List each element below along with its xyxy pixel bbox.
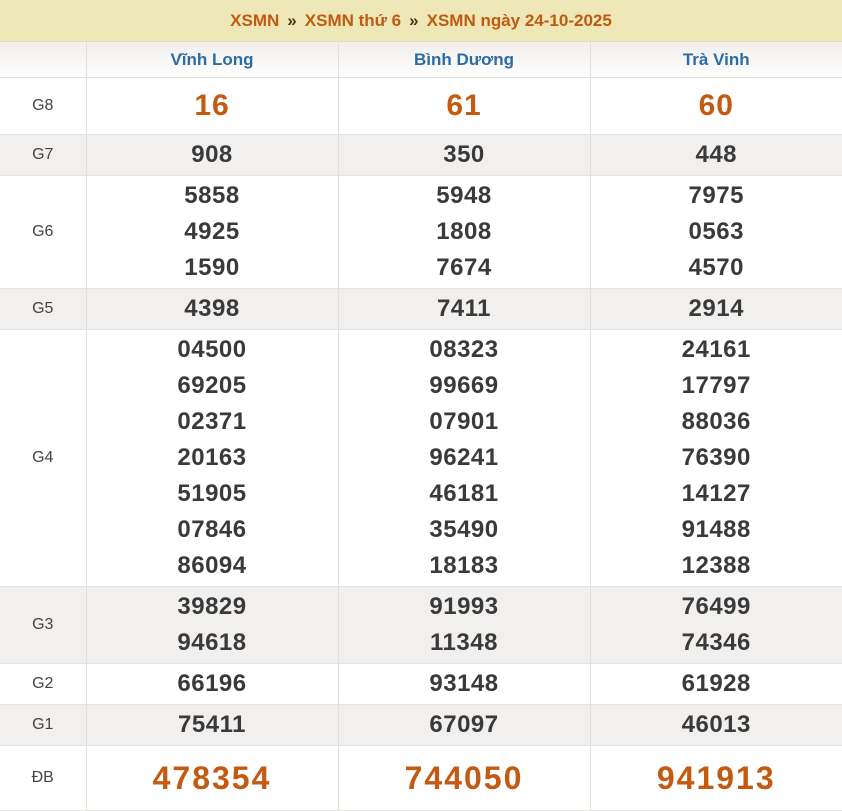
result-number: 0563 bbox=[591, 214, 842, 250]
result-number: 75411 bbox=[87, 707, 338, 743]
result-cell bbox=[590, 330, 842, 587]
result-number: 74346 bbox=[591, 625, 842, 661]
result-cell bbox=[86, 289, 338, 330]
result-cell bbox=[86, 746, 338, 811]
prize-label: G5 bbox=[0, 289, 86, 330]
result-cell bbox=[590, 587, 842, 664]
result-cell bbox=[590, 746, 842, 811]
prize-label: ĐB bbox=[0, 746, 86, 811]
result-cell bbox=[86, 664, 338, 705]
result-number: 76390 bbox=[591, 440, 842, 476]
result-number: 07846 bbox=[87, 512, 338, 548]
prize-label: G2 bbox=[0, 664, 86, 705]
result-number: 02371 bbox=[87, 404, 338, 440]
result-number: 18183 bbox=[339, 548, 590, 584]
prize-label: G4 bbox=[0, 330, 86, 587]
result-number: 16 bbox=[87, 80, 338, 132]
result-number: 51905 bbox=[87, 476, 338, 512]
result-number: 67097 bbox=[339, 707, 590, 743]
result-number: 86094 bbox=[87, 548, 338, 584]
result-cell bbox=[86, 176, 338, 289]
result-number: 07901 bbox=[339, 404, 590, 440]
result-cell bbox=[338, 664, 590, 705]
column-header-binh-duong: Bình Dương bbox=[338, 42, 590, 78]
lottery-results-table bbox=[0, 42, 842, 811]
table-row-g7 bbox=[0, 135, 842, 176]
result-number: 1590 bbox=[87, 250, 338, 286]
table-row-g3 bbox=[0, 587, 842, 664]
result-cell bbox=[590, 705, 842, 746]
result-number: 941913 bbox=[591, 748, 842, 808]
result-number: 94618 bbox=[87, 625, 338, 661]
result-cell bbox=[338, 78, 590, 135]
result-cell bbox=[338, 587, 590, 664]
result-number: 61928 bbox=[591, 666, 842, 702]
result-number: 4925 bbox=[87, 214, 338, 250]
result-number: 350 bbox=[339, 137, 590, 173]
result-cell bbox=[86, 78, 338, 135]
table-header-row bbox=[0, 42, 842, 78]
result-number: 39829 bbox=[87, 589, 338, 625]
corner-cell bbox=[0, 42, 86, 78]
result-number: 46013 bbox=[591, 707, 842, 743]
result-number: 11348 bbox=[339, 625, 590, 661]
result-cell bbox=[338, 135, 590, 176]
table-row-g2 bbox=[0, 664, 842, 705]
table-row-g6 bbox=[0, 176, 842, 289]
result-number: 46181 bbox=[339, 476, 590, 512]
result-number: 76499 bbox=[591, 589, 842, 625]
result-cell bbox=[338, 746, 590, 811]
result-number: 24161 bbox=[591, 332, 842, 368]
breadcrumb-separator: » bbox=[409, 11, 418, 31]
prize-label: G7 bbox=[0, 135, 86, 176]
result-number: 7975 bbox=[591, 178, 842, 214]
breadcrumb bbox=[0, 0, 842, 42]
result-number: 478354 bbox=[87, 748, 338, 808]
result-number: 88036 bbox=[591, 404, 842, 440]
result-number: 35490 bbox=[339, 512, 590, 548]
result-number: 4398 bbox=[87, 291, 338, 327]
result-number: 66196 bbox=[87, 666, 338, 702]
breadcrumb-current-date[interactable]: XSMN ngày 24-10-2025 bbox=[427, 11, 612, 31]
result-cell bbox=[338, 705, 590, 746]
table-row-g1 bbox=[0, 705, 842, 746]
result-number: 448 bbox=[591, 137, 842, 173]
result-cell bbox=[338, 330, 590, 587]
table-row-g8 bbox=[0, 78, 842, 135]
result-number: 20163 bbox=[87, 440, 338, 476]
result-number: 5948 bbox=[339, 178, 590, 214]
result-number: 744050 bbox=[339, 748, 590, 808]
result-cell bbox=[338, 289, 590, 330]
result-number: 91993 bbox=[339, 589, 590, 625]
breadcrumb-separator: » bbox=[287, 11, 296, 31]
result-cell bbox=[590, 78, 842, 135]
result-number: 14127 bbox=[591, 476, 842, 512]
result-number: 99669 bbox=[339, 368, 590, 404]
result-number: 17797 bbox=[591, 368, 842, 404]
column-header-tra-vinh: Trà Vinh bbox=[590, 42, 842, 78]
result-cell bbox=[338, 176, 590, 289]
result-number: 08323 bbox=[339, 332, 590, 368]
result-number: 04500 bbox=[87, 332, 338, 368]
prize-label: G3 bbox=[0, 587, 86, 664]
breadcrumb-link-xsmn-thu6[interactable]: XSMN thứ 6 bbox=[305, 11, 401, 31]
result-number: 2914 bbox=[591, 291, 842, 327]
result-cell bbox=[86, 587, 338, 664]
result-number: 7411 bbox=[339, 291, 590, 327]
result-cell bbox=[86, 330, 338, 587]
result-cell bbox=[590, 176, 842, 289]
result-number: 1808 bbox=[339, 214, 590, 250]
result-number: 69205 bbox=[87, 368, 338, 404]
result-number: 12388 bbox=[591, 548, 842, 584]
result-cell bbox=[590, 289, 842, 330]
result-number: 61 bbox=[339, 80, 590, 132]
breadcrumb-link-xsmn[interactable]: XSMN bbox=[230, 11, 279, 31]
result-number: 91488 bbox=[591, 512, 842, 548]
result-number: 60 bbox=[591, 80, 842, 132]
result-number: 96241 bbox=[339, 440, 590, 476]
table-row-g4 bbox=[0, 330, 842, 587]
prize-label: G1 bbox=[0, 705, 86, 746]
table-row-db bbox=[0, 746, 842, 811]
table-row-g5 bbox=[0, 289, 842, 330]
column-header-vinh-long: Vĩnh Long bbox=[86, 42, 338, 78]
prize-label: G6 bbox=[0, 176, 86, 289]
result-number: 4570 bbox=[591, 250, 842, 286]
result-number: 908 bbox=[87, 137, 338, 173]
result-number: 5858 bbox=[87, 178, 338, 214]
result-number: 93148 bbox=[339, 666, 590, 702]
result-cell bbox=[86, 135, 338, 176]
result-cell bbox=[86, 705, 338, 746]
result-number: 7674 bbox=[339, 250, 590, 286]
result-cell bbox=[590, 135, 842, 176]
result-cell bbox=[590, 664, 842, 705]
prize-label: G8 bbox=[0, 78, 86, 135]
